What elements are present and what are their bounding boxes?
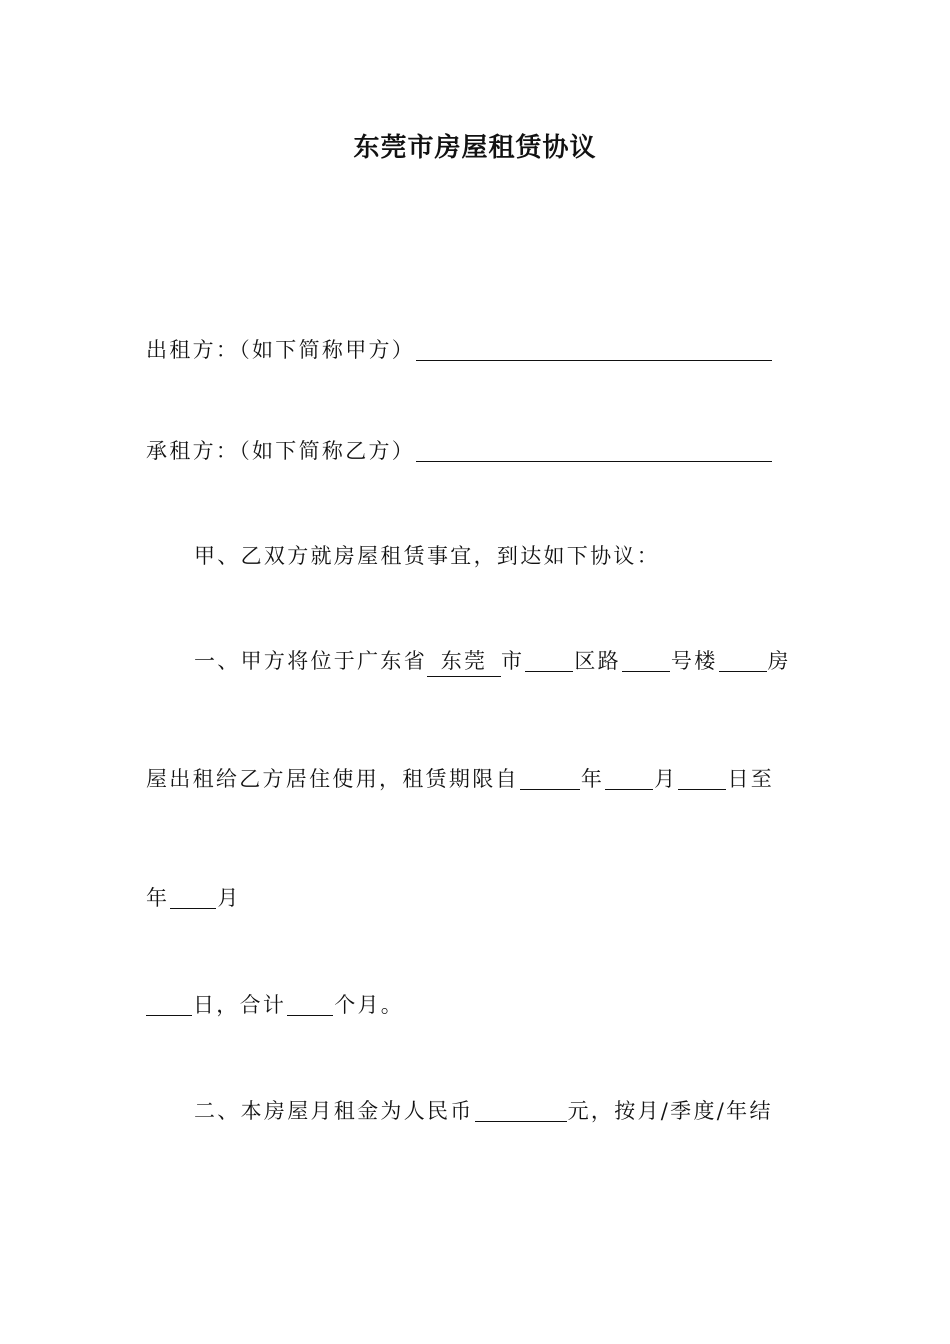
clause-1-text: 年 [146,886,170,910]
end-day-blank[interactable] [146,993,192,1016]
district-blank[interactable] [525,649,573,672]
clause-1-line-3 [146,883,241,913]
document-title: 东莞市房屋租赁协议 [353,133,597,163]
clause-1-line-4 [146,990,404,1020]
clause-1-text: 年 [580,767,605,791]
clause-1-text: 屋出租给乙方居住使用，租赁期限自 [146,767,519,791]
lessee-name-blank[interactable] [416,439,772,462]
lessor-line [146,335,773,365]
clause-1-text: 市 [501,649,525,673]
lessee-label: 承租方：（如下简称乙方） [146,439,416,463]
clause-2-text: 元，按月/季度/年结 [567,1099,773,1123]
start-year-blank[interactable] [520,767,580,790]
intro-paragraph: 甲、乙双方就房屋租赁事宜，到达如下协议： [194,544,660,568]
clause-1-text: 月 [654,767,678,791]
clause-2-text: 二、本房屋月租金为人民币 [194,1099,474,1123]
rent-amount-blank[interactable] [475,1099,567,1122]
clause-1-text: 月 [217,886,241,910]
city-field[interactable]: 东莞 [427,646,501,677]
clause-1-line-2 [146,764,774,794]
clause-2-line-1 [194,1096,773,1126]
building-blank[interactable] [719,649,767,672]
clause-1-text: 房 [767,649,791,673]
lessor-label: 出租方：（如下简称甲方） [146,338,416,362]
clause-1-text: 区路 [574,649,621,673]
total-months-blank[interactable] [287,993,333,1016]
clause-1-text: 日，合计 [193,993,287,1017]
clause-1-line-1 [194,646,791,677]
start-month-blank[interactable] [605,767,653,790]
clause-1-text: 个月。 [334,993,405,1017]
lessee-line [146,436,773,466]
clause-1-text: 日至 [727,767,775,791]
clause-1-text: 一、甲方将位于广东省 [194,649,427,673]
start-day-blank[interactable] [678,767,726,790]
road-number-blank[interactable] [622,649,670,672]
lessor-name-blank[interactable] [416,338,772,361]
end-month-blank[interactable] [170,886,216,909]
clause-1-text: 号楼 [670,649,718,673]
